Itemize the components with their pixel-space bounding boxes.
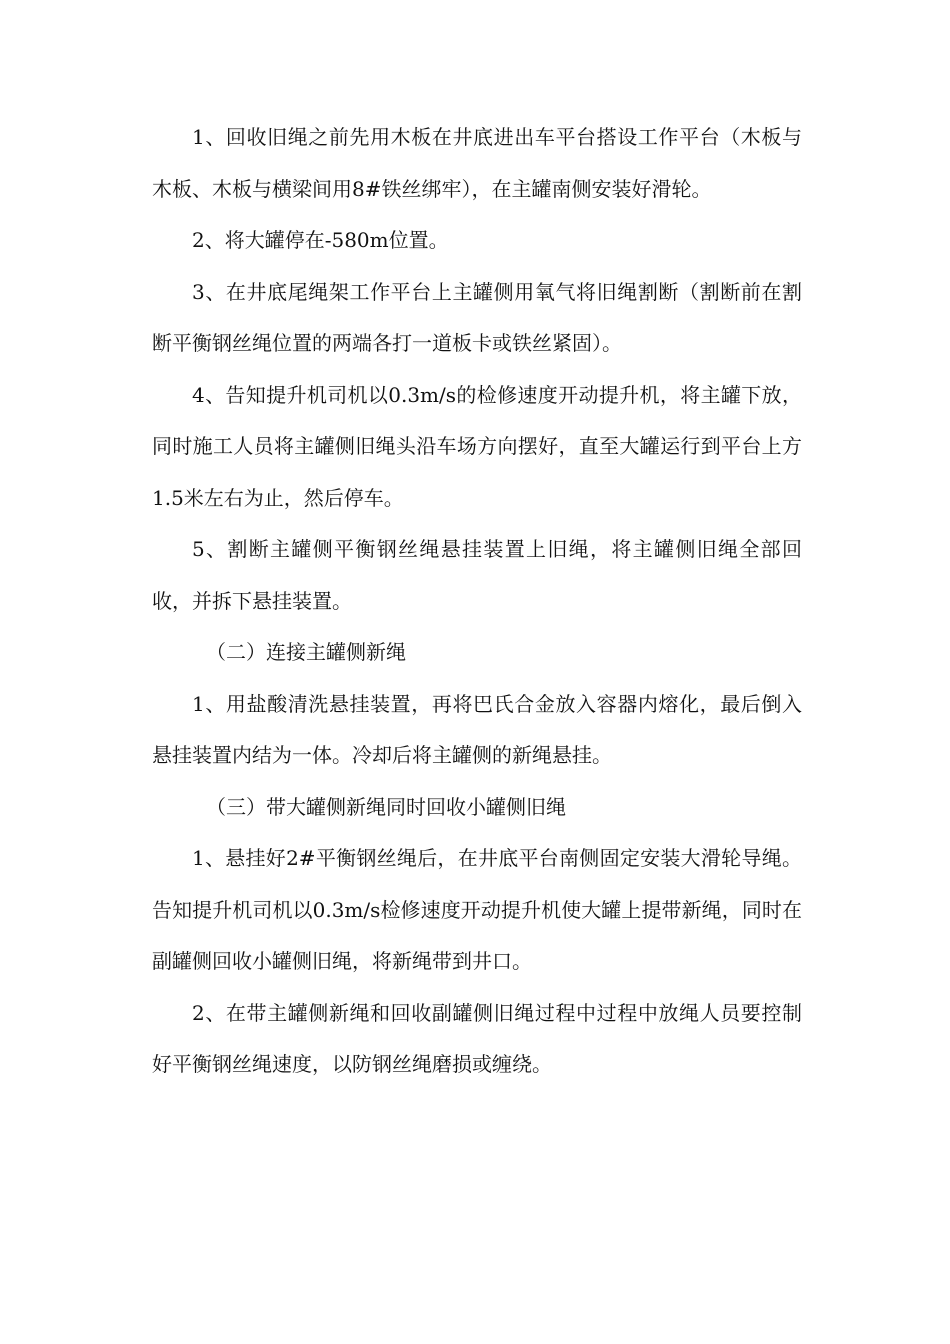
paragraph-lower-main-cage: 4、告知提升机司机以0.3m/s的检修速度开动提升机，将主罐下放，同时施工人员将主罐侧旧绳头沿车场方向摆好，直至大罐运行到平台上方1.5米左右为止，然后停车。 xyxy=(152,382,802,510)
document-body xyxy=(152,112,802,1091)
paragraph-remove-suspension: 5、割断主罐侧平衡钢丝绳悬挂装置上旧绳，将主罐侧旧绳全部回收，并拆下悬挂装置。 xyxy=(152,537,802,613)
paragraph-park-big-cage: 2、将大罐停在-580m位置。 xyxy=(192,228,449,252)
paragraph-cut-old-rope: 3、在井底尾绳架工作平台上主罐侧用氧气将旧绳割断（割断前在割断平衡钢丝绳位置的两端各打一道板卡或铁丝紧固）。 xyxy=(152,279,802,355)
paragraph-recover-old-rope: 1、回收旧绳之前先用木板在井底进出车平台搭设工作平台（木板与木板、木板与横梁间用8#铁丝绑牢），在主罐南侧安装好滑轮。 xyxy=(152,125,802,201)
section-heading-connect-new-rope: （二）连接主罐侧新绳 xyxy=(206,640,406,664)
paragraph-install-pulley: 1、悬挂好2#平衡钢丝绳后，在井底平台南侧固定安装大滑轮导绳。告知提升机司机以0.3m/s检修速度开动提升机使大罐上提带新绳，同时在副罐侧回收小罐侧旧绳，将新绳带到井口。 xyxy=(152,846,802,973)
paragraph-babbitt-pouring: 1、用盐酸清洗悬挂装置，再将巴氏合金放入容器内熔化，最后倒入悬挂装置内结为一体。冷却后将主罐侧的新绳悬挂。 xyxy=(152,691,802,767)
section-heading-bring-new-rope: （三）带大罐侧新绳同时回收小罐侧旧绳 xyxy=(206,794,566,819)
paragraph-control-speed: 2、在带主罐侧新绳和回收副罐侧旧绳过程中过程中放绳人员要控制好平衡钢丝绳速度，以防钢丝绳磨损或缠绕。 xyxy=(152,1000,802,1076)
